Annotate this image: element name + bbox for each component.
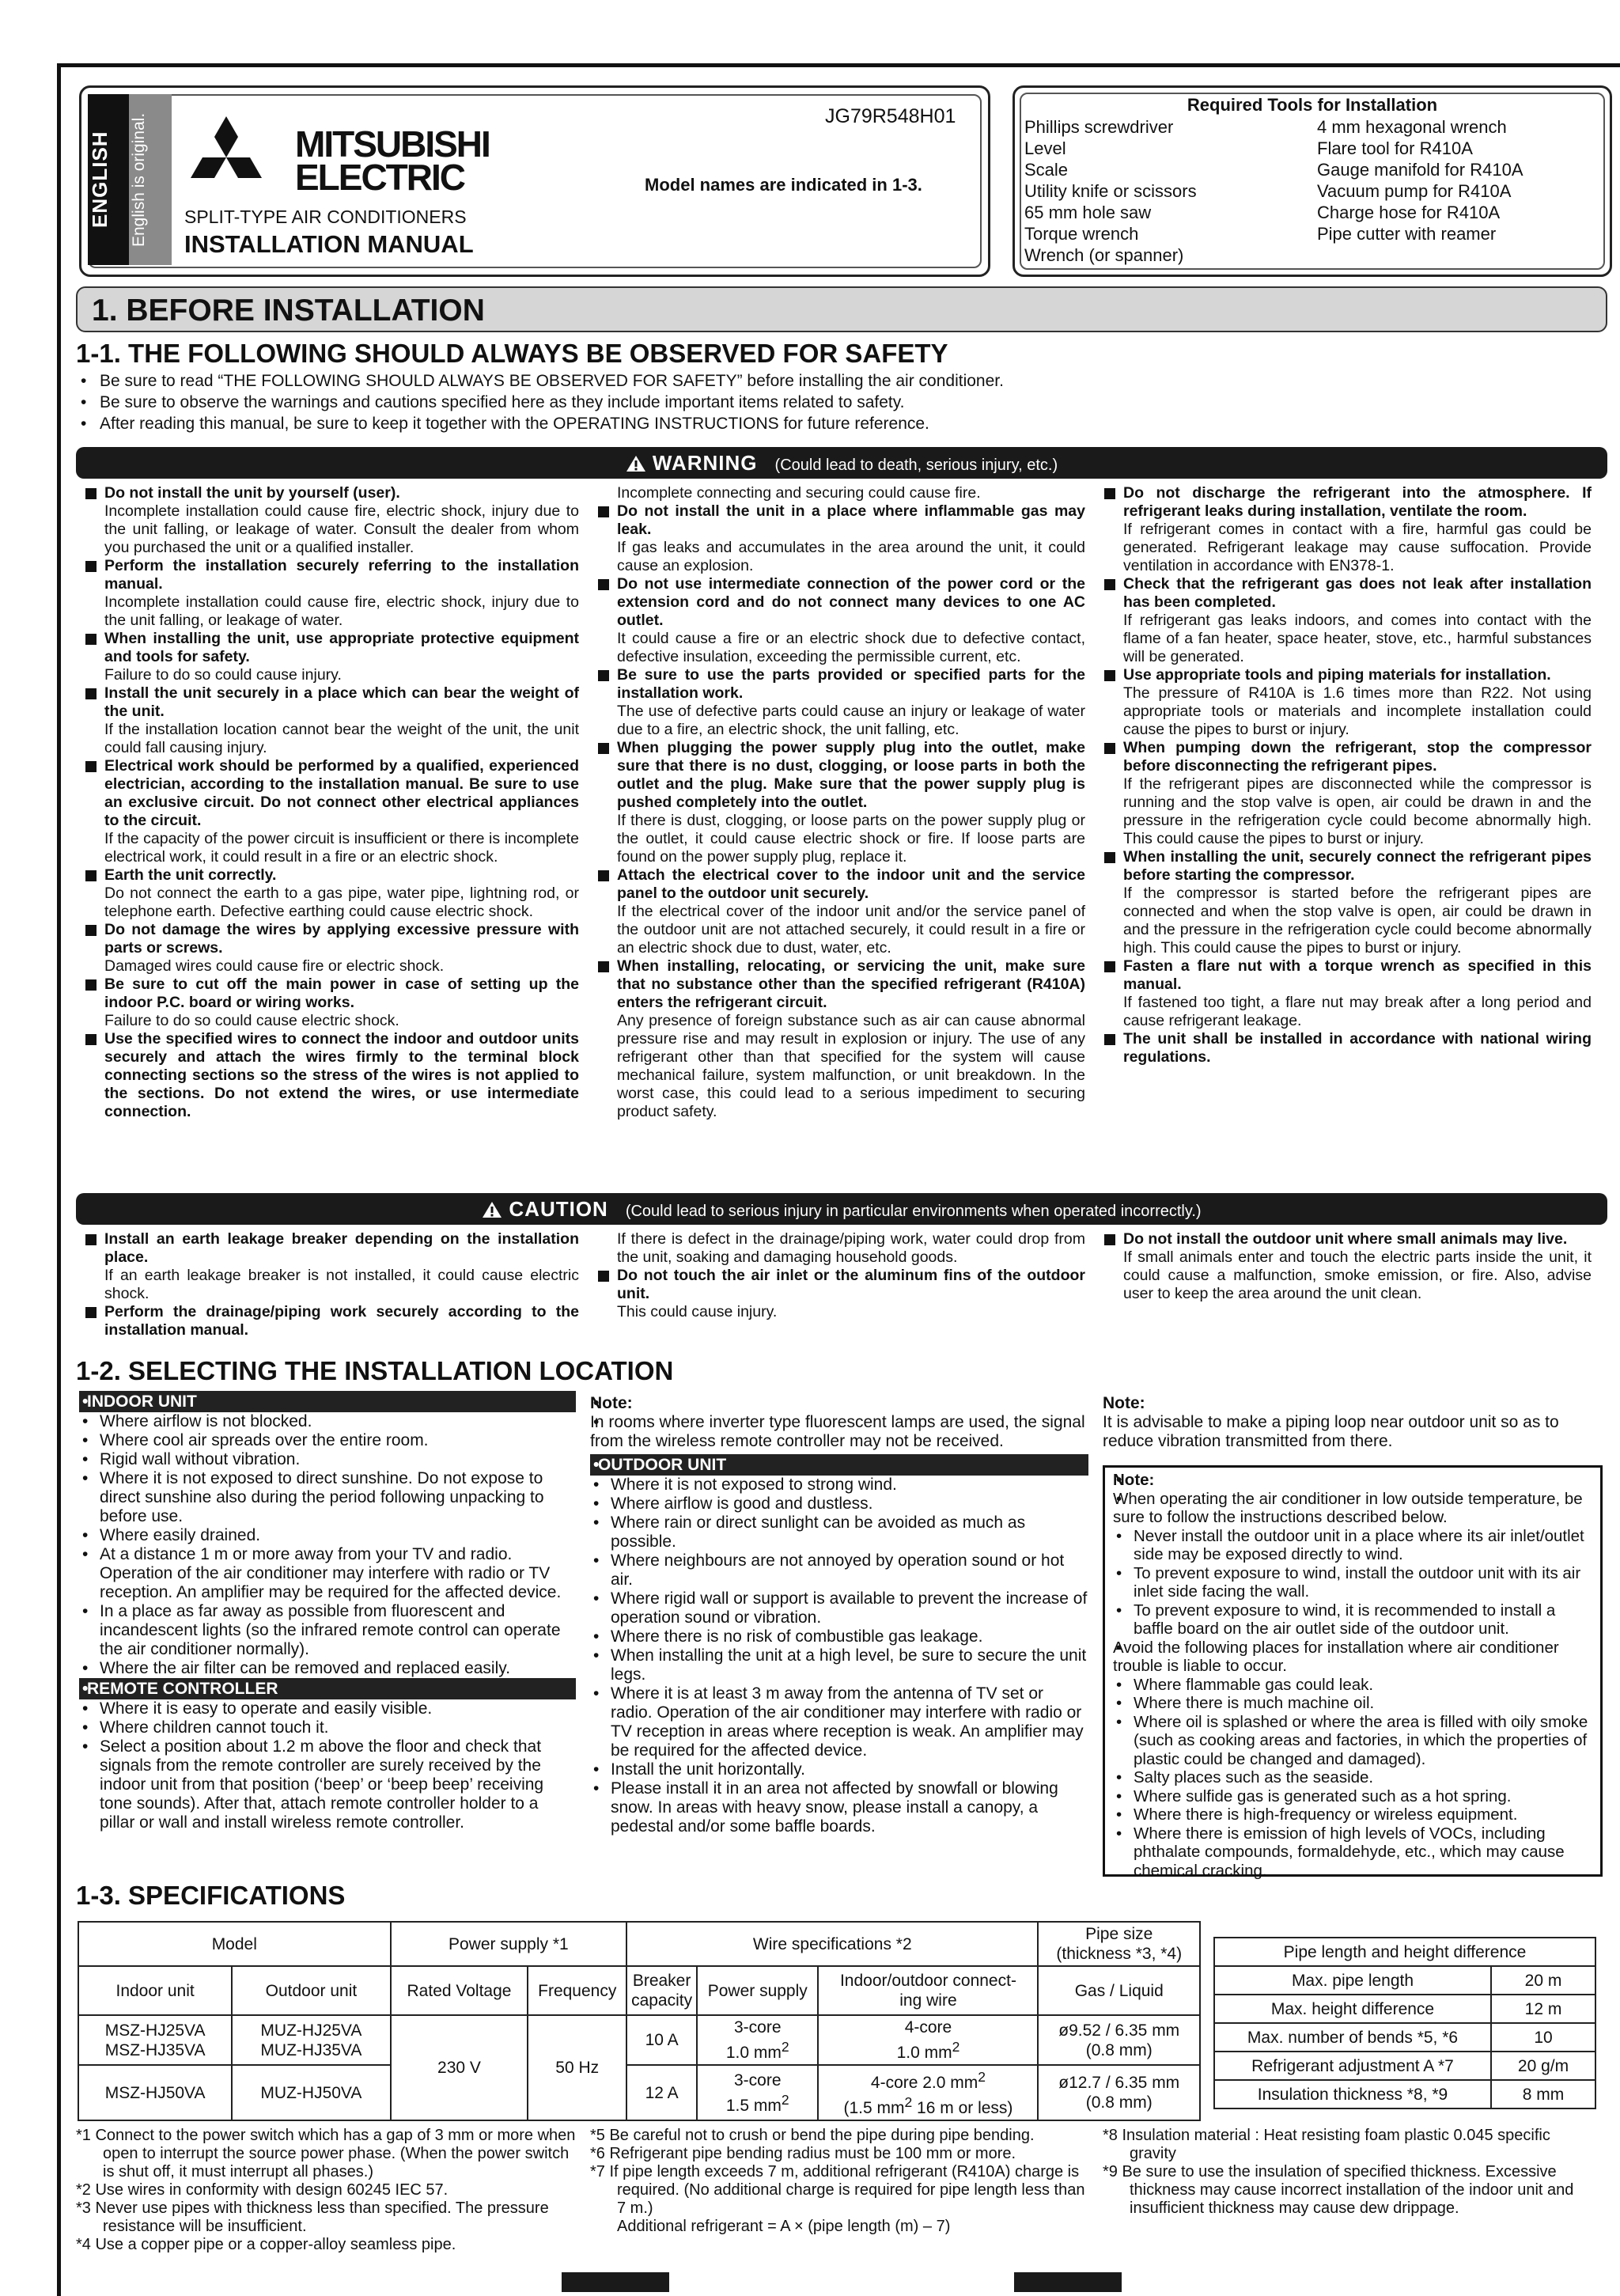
warning-item-text: If the compressor is started before the refrigerant pipes are connected and when the stop valve is open, air could be drawn in and the pressure in the refrigeration cycle could become abnormally high. This could cause the pipes to burst or injury. xyxy=(1123,885,1592,957)
warning-item-text: Incomplete installation could cause fire, electric shock, injury due to the unit falling, or leakage of water. Consult the dealer from whom you purchased the unit or a qualified installer. xyxy=(104,502,579,556)
cell-connecting-wire xyxy=(818,2015,1038,2065)
wire-size: 1.0 mm xyxy=(896,2044,952,2062)
sup: 2 xyxy=(904,2094,913,2110)
warning-item xyxy=(595,739,1085,866)
remote-controller-label: • REMOTE CONTROLLER xyxy=(79,1678,576,1699)
outdoor-item: • Where rigid wall or support is available to prevent the increase of operation sound or vibration. xyxy=(590,1589,1088,1627)
caution-description: (Could lead to serious injury in particular environments when operated incorrectly.) xyxy=(625,1203,1202,1220)
pipe-row-label: Max. height difference xyxy=(1214,1995,1491,2023)
tool-item: Scale xyxy=(1024,160,1069,180)
brand-line-1: MITSUBISHI xyxy=(295,123,490,165)
warning-column-2 xyxy=(595,484,1085,1121)
warning-item-text: Failure to do so could cause electric shock. xyxy=(104,1012,399,1029)
caution-item xyxy=(595,1267,1085,1321)
wire-core: 3-core xyxy=(733,2018,782,2036)
outdoor-item: • Where it is not exposed to strong wind. xyxy=(590,1476,1088,1495)
pipe-size: ø12.7 / 6.35 mm xyxy=(1058,2074,1180,2092)
footnotes-column-2 xyxy=(590,2127,1088,2236)
caution-item-heading: Do not touch the air inlet or the aluminum fins of the outdoor unit. xyxy=(617,1267,1085,1302)
warning-item xyxy=(82,557,579,630)
indoor-item: • At a distance 1 m or more away from your TV and radio. Operation of the air conditioner may interfere with radio or TV reception. An amplifier may be required for the affected device. xyxy=(79,1545,576,1602)
section-title-bar: 1. BEFORE INSTALLATION xyxy=(76,286,1607,332)
piping-loop-note xyxy=(1103,1394,1601,1451)
tool-item: Utility knife or scissors xyxy=(1024,181,1197,201)
warning-item-text: If refrigerant gas leaks indoors, and comes into contact with the flame of a fan heater, space heater, stove, etc., harmful substances will be generated. xyxy=(1123,612,1592,665)
table-row xyxy=(1214,1966,1595,1995)
table-row xyxy=(1214,2023,1595,2052)
warning-item xyxy=(1101,739,1592,848)
footnote: *2 Use wires in conformity with design 60245 IEC 57. xyxy=(76,2181,449,2199)
warning-item-text: If the installation location cannot bear the weight of the unit, the unit could fall causing injury. xyxy=(104,721,579,756)
caution-triangle-icon xyxy=(482,1201,502,1218)
caution-item xyxy=(1101,1230,1592,1303)
model-note: Model names are indicated in 1-3. xyxy=(645,175,922,195)
warning-item-heading: When installing the unit, securely connect the refrigerant pipes before starting the compressor. xyxy=(1123,848,1592,884)
tool-item: 4 mm hexagonal wrench xyxy=(1317,117,1507,137)
caution-item-heading: Perform the drainage/piping work securely according to the installation manual. xyxy=(104,1303,579,1339)
warning-item xyxy=(1101,957,1592,1030)
manual-title: INSTALLATION MANUAL xyxy=(184,230,474,258)
location-heading: 1-2. SELECTING THE INSTALLATION LOCATION xyxy=(76,1356,674,1385)
caution-item xyxy=(82,1230,579,1303)
wire-size: 1.0 mm xyxy=(725,2044,782,2062)
brand-line-2: ELECTRIC xyxy=(295,157,464,198)
table-row xyxy=(1214,1938,1595,1966)
warning-item-heading: Do not install the unit in a place where inflammable gas may leak. xyxy=(617,502,1085,538)
tool-item: Level xyxy=(1024,138,1066,158)
caution-item-heading: Do not install the outdoor unit where small animals may live. xyxy=(1123,1230,1568,1248)
warning-item-text: Damaged wires could cause fire or electric shock. xyxy=(104,957,445,975)
warning-item-text: If the electrical cover of the indoor unit and/or the service panel of the outdoor unit are not attached securely, it could result in a fire or an electric shock due to dust, water, etc. xyxy=(617,903,1085,957)
cell-connecting-wire xyxy=(818,2065,1038,2120)
footnote: *1 Connect to the power switch which has a gap of 3 mm or more when open to interrupt the source power phase. (When the power switch is shut off, it must interrupt all phases.) xyxy=(76,2127,576,2180)
cell-indoor-units xyxy=(78,2015,232,2065)
warning-item-heading: When plugging the power supply plug into the outlet, make sure that there is no dust, clogging, or loose parts in both the outlet and the plug. Make sure that the power supply plug is pushed completely into the outlet. xyxy=(617,739,1085,811)
th-breaker xyxy=(626,1966,697,2015)
indoor-item: • Where airflow is not blocked. xyxy=(79,1412,576,1431)
warning-item-heading: When installing, relocating, or servicing the unit, make sure that no substance other than the specified refrigerant (R410A) enters the refrigerant circuit. xyxy=(617,957,1085,1011)
warning-item xyxy=(595,575,1085,666)
warning-item xyxy=(82,1030,579,1121)
header-box xyxy=(79,85,990,277)
wire-size: 4-core 2.0 mm xyxy=(870,2074,978,2092)
breaker-line2: capacity xyxy=(631,1991,693,2010)
sup: 2 xyxy=(781,2039,789,2055)
indoor-item: • Where cool air spreads over the entire room. xyxy=(79,1431,576,1450)
th-wire-power-supply: Power supply xyxy=(697,1966,818,2015)
tools-title: Required Tools for Installation xyxy=(1187,95,1438,115)
cell-pipe-size xyxy=(1038,2015,1200,2065)
cell-outdoor-unit: MUZ-HJ50VA xyxy=(232,2065,390,2120)
indoor-item: • Where it is not exposed to direct sunshine. Do not expose to direct sunshine also during the period following unpacking to before use. xyxy=(79,1469,576,1526)
page-marker xyxy=(1014,2272,1122,2292)
cell-outdoor-units xyxy=(232,2015,390,2065)
model-name: MSZ-HJ25VA xyxy=(104,2021,206,2040)
tool-item: Pipe cutter with reamer xyxy=(1317,224,1497,244)
pipe-length-table xyxy=(1213,1937,1596,2109)
note-box-avoid: • Avoid the following places for installation where air conditioner trouble is liable to occur. xyxy=(1113,1639,1591,1676)
th-connecting-wire xyxy=(818,1966,1038,2015)
warning-item-text: It could cause a fire or an electric shock due to defective contact, defective insulation, exceeding the permissible current, etc. xyxy=(617,630,1085,665)
warning-item xyxy=(1101,666,1592,739)
cell-pipe-size xyxy=(1038,2065,1200,2120)
caution-column-2 xyxy=(595,1230,1085,1321)
pipe-row-label: Refrigerant adjustment A *7 xyxy=(1214,2052,1491,2080)
pipe-row-label: Max. number of bends *5, *6 xyxy=(1214,2023,1491,2052)
warning-item-text: If refrigerant comes in contact with a fire, harmful gas could be generated. Refrigerant leakage may cause suffocation. Provide ventilation in accordance with EN378-1. xyxy=(1123,521,1592,574)
warning-item xyxy=(82,866,579,921)
warning-item xyxy=(595,502,1085,575)
cell-breaker: 12 A xyxy=(626,2065,697,2120)
indoor-item: • Where the air filter can be removed and replaced easily. xyxy=(79,1659,576,1678)
tool-item: Gauge manifold for R410A xyxy=(1317,160,1523,180)
note-box-item: • Salty places such as the seaside. xyxy=(1113,1768,1591,1787)
warning-item-text: The use of defective parts could cause an injury or leakage of water due to a fire, an electric shock, the unit falling, etc. xyxy=(617,703,1085,738)
indoor-unit-label: • INDOOR UNIT xyxy=(79,1391,576,1412)
warning-item-heading: Install the unit securely in a place which can bear the weight of the unit. xyxy=(104,684,579,720)
warning-item-heading: Perform the installation securely referring to the installation manual. xyxy=(104,557,579,593)
sup: 2 xyxy=(978,2069,986,2085)
footnotes-column-3 xyxy=(1103,2127,1601,2218)
outdoor-item: • Where airflow is good and dustless. xyxy=(590,1495,1088,1514)
language-tab xyxy=(88,94,172,265)
safety-heading: 1-1. THE FOLLOWING SHOULD ALWAYS BE OBSERVED FOR SAFETY xyxy=(76,339,948,368)
outdoor-item: • Where there is no risk of combustible gas leakage. xyxy=(590,1627,1088,1646)
pipe-row-value: 10 xyxy=(1491,2023,1595,2052)
cell-breaker: 10 A xyxy=(626,2015,697,2065)
warning-item xyxy=(595,957,1085,1121)
warning-triangle-icon xyxy=(626,455,646,472)
outdoor-item: • When installing the unit at a high level, be sure to secure the unit legs. xyxy=(590,1646,1088,1684)
warning-item xyxy=(82,484,579,557)
tool-item: 65 mm hole saw xyxy=(1024,203,1152,222)
warning-item-heading: When pumping down the refrigerant, stop the compressor before disconnecting the refrigerant pipes. xyxy=(1123,739,1592,775)
indoor-item: • Where easily drained. xyxy=(79,1526,576,1545)
tool-item: Charge hose for R410A xyxy=(1317,203,1501,222)
note-box-item: • Where there is much machine oil. xyxy=(1113,1694,1591,1713)
pipe-row-label: Insulation thickness *8, *9 xyxy=(1214,2080,1491,2108)
conn-line2: ing wire xyxy=(899,1991,957,2010)
warning-column-1 xyxy=(82,484,579,1121)
warning-item xyxy=(1101,484,1592,575)
safety-intro-item: • Be sure to observe the warnings and cautions specified here as they include important items related to safety. xyxy=(79,392,1004,413)
warning-item-heading: Use the specified wires to connect the indoor and outdoor units securely and attach the wires firmly to the terminal block connecting sections so the stress of the wires is not applied to the sections. Do not extend the wires, or use intermediate connection. xyxy=(104,1030,579,1120)
tool-item: Vacuum pump for R410A xyxy=(1317,181,1512,201)
outdoor-unit-label: • OUTDOOR UNIT xyxy=(590,1454,1088,1476)
tool-item: Torque wrench xyxy=(1024,224,1139,244)
model-name: MUZ-HJ35VA xyxy=(260,2040,362,2059)
cell-power-wire xyxy=(697,2015,818,2065)
caution-column-1 xyxy=(82,1230,579,1339)
footnote: *4 Use a copper pipe or a copper-alloy seamless pipe. xyxy=(76,2236,456,2253)
caution-item xyxy=(82,1303,579,1339)
outdoor-item: • Install the unit horizontally. xyxy=(590,1760,1088,1779)
required-tools-box xyxy=(1012,85,1612,277)
pipe-row-value: 20 g/m xyxy=(1491,2052,1595,2080)
warning-item-heading: Attach the electrical cover to the indoor unit and the service panel to the outdoor unit securely. xyxy=(617,866,1085,902)
footnote: *3 Never use pipes with thickness less than specified. The pressure resistance will be insufficient. xyxy=(76,2199,549,2235)
pipe-row-label: Max. pipe length xyxy=(1214,1966,1491,1995)
conn-line1: Indoor/outdoor connect- xyxy=(839,1972,1016,1990)
warning-item-heading: The unit shall be installed in accordance with national wiring regulations. xyxy=(1123,1030,1592,1066)
warning-item-heading: Do not discharge the refrigerant into the atmosphere. If refrigerant leaks during installation, ventilate the room. xyxy=(1123,484,1592,520)
footnote: *5 Be careful not to crush or bend the pipe during pipe bending. xyxy=(590,2127,1035,2144)
specifications-heading: 1-3. SPECIFICATIONS xyxy=(76,1881,346,1910)
outdoor-item: • Where it is at least 3 m away from the antenna of TV set or radio. Operation of the air conditioner may interfere with radio or TV reception in areas where reception is weak. An amplifier may be required for the affected device. xyxy=(590,1684,1088,1760)
th-indoor-unit: Indoor unit xyxy=(78,1966,232,2015)
original-note: English is original. xyxy=(129,94,172,265)
warning-item-heading: Check that the refrigerant gas does not leak after installation has been completed. xyxy=(1123,575,1592,611)
warning-item-heading: Electrical work should be performed by a qualified, experienced electrician, according to the installation manual. Be sure to use an exclusive circuit. Do not connect other electrical appliances to the circuit. xyxy=(104,757,579,829)
mitsubishi-logo-icon xyxy=(183,115,270,192)
low-temperature-note-box xyxy=(1103,1465,1603,1880)
note-box-item: • Never install the outdoor unit in a place where its air inlet/outlet side may be exposed directly to wind. xyxy=(1113,1527,1591,1564)
warning-item xyxy=(595,866,1085,957)
cell-frequency: 50 Hz xyxy=(528,2015,626,2120)
wire-size: (1.5 mm xyxy=(843,2099,905,2117)
language-label: ENGLISH xyxy=(88,94,129,265)
safety-intro-item: • After reading this manual, be sure to keep it together with the OPERATING INSTRUCTIONS for future reference. xyxy=(79,413,1004,434)
pipe-table-title: Pipe length and height difference xyxy=(1214,1938,1595,1966)
caution-bar xyxy=(76,1193,1607,1225)
pipe-thickness: (0.8 mm) xyxy=(1085,2093,1153,2112)
pipe-row-value: 12 m xyxy=(1491,1995,1595,2023)
indoor-item: • In a place as far away as possible from fluorescent and incandescent lights (so the infrared remote control can operate the air conditioner normally). xyxy=(79,1602,576,1659)
note-box-item: • Where oil is splashed or where the area is filled with oily smoke (such as cooking areas and factories, in which the properties of plastic could be changed and damaged). xyxy=(1113,1713,1591,1769)
footnote: *7 If pipe length exceeds 7 m, additional refrigerant (R410A) charge is required. (No additional charge is required for pipe length less than 7 m.) xyxy=(590,2163,1085,2217)
th-power-supply: Power supply *1 xyxy=(391,1922,627,1966)
outdoor-item: • Please install it in an area not affected by snowfall or blowing snow. In areas with heavy snow, please install a canopy, a pedestal and/or some baffle boards. xyxy=(590,1779,1088,1836)
warning-item xyxy=(1101,848,1592,957)
outdoor-unit-column xyxy=(590,1394,1088,1836)
warning-item-heading: Do not install the unit by yourself (user). xyxy=(104,484,400,502)
tool-item: Wrench (or spanner) xyxy=(1024,245,1184,265)
tool-item: Phillips screwdriver xyxy=(1024,117,1174,137)
note-box-item: • Where there is emission of high levels of VOCs, including phthalate compounds, formaldehyde, etc., which may cause chemical cracking. xyxy=(1113,1824,1591,1881)
warning-item-heading: Be sure to use the parts provided or specified parts for the installation work. xyxy=(617,666,1085,702)
pipe-size-line2: (thickness *3, *4) xyxy=(1056,1945,1183,1963)
note-label-right: Note: xyxy=(1103,1394,1145,1412)
wire-core: 4-core xyxy=(904,2018,952,2036)
safety-intro-item: • Be sure to read “THE FOLLOWING SHOULD ALWAYS BE OBSERVED FOR SAFETY” before installing the air conditioner. xyxy=(79,370,1004,392)
cell-power-wire xyxy=(697,2065,818,2120)
warning-label: WARNING xyxy=(652,451,758,475)
caution-label: CAUTION xyxy=(509,1197,608,1221)
table-row xyxy=(78,2015,1200,2065)
remote-item: • Where it is easy to operate and easily visible. xyxy=(79,1699,576,1718)
model-name: MSZ-HJ35VA xyxy=(104,2040,206,2059)
caution-item-text: If small animals enter and touch the electric parts inside the unit, it could cause a malfunction, smoke emission, or fire. Also, advise user to keep the area around the unit clean. xyxy=(1123,1248,1592,1302)
warning-item-heading: Be sure to cut off the main power in case of setting up the indoor P.C. board or wiring works. xyxy=(104,976,579,1011)
warning-item-text: If the refrigerant pipes are disconnected while the compressor is running and the stop valve is open, air could be drawn in and the pressure in the refrigeration cycle could become abnormally high. This could cause the pipes to burst or injury. xyxy=(1123,775,1592,847)
warning-item xyxy=(1101,1030,1592,1067)
note-right: It is advisable to make a piping loop near outdoor unit so as to reduce vibration transmitted from there. xyxy=(1103,1413,1559,1450)
table-row xyxy=(78,1966,1200,2015)
remote-item: • Select a position about 1.2 m above the floor and check that signals from the remote controller are surely received by the indoor unit from that position (‘beep’ or ‘beep beep’ receiving tone sounds). After that, attach remote controller holder to a pillar or wall and install wireless remote controller. xyxy=(79,1737,576,1832)
page-marker xyxy=(562,2272,669,2292)
th-wire-specs: Wire specifications *2 xyxy=(626,1922,1038,1966)
model-name: MUZ-HJ25VA xyxy=(260,2021,362,2040)
th-gas-liquid: Gas / Liquid xyxy=(1038,1966,1200,2015)
pipe-thickness: (0.8 mm) xyxy=(1085,2040,1153,2059)
warning-item-heading: Use appropriate tools and piping materials for installation. xyxy=(1123,666,1551,684)
th-pipe-size xyxy=(1038,1922,1200,1966)
footnote: *6 Refrigerant pipe bending radius must be 100 mm or more. xyxy=(590,2145,1016,2162)
indoor-item: • Rigid wall without vibration. xyxy=(79,1450,576,1469)
warning-item-heading: Fasten a flare nut with a torque wrench as specified in this manual. xyxy=(1123,957,1592,993)
tools-list-right xyxy=(1317,116,1523,244)
note-mid: • In rooms where inverter type fluorescent lamps are used, the signal from the wireless remote controller may not be received. xyxy=(590,1413,1088,1451)
table-row xyxy=(78,2065,1200,2120)
brand-name xyxy=(295,123,490,198)
breaker-line1: Breaker xyxy=(632,1972,691,1990)
pipe-row-value: 8 mm xyxy=(1491,2080,1595,2108)
wire-core: 3-core xyxy=(733,2071,782,2090)
note-box-item: • Where there is high-frequency or wireless equipment. xyxy=(1113,1805,1591,1824)
warning-item-text: If the capacity of the power circuit is insufficient or there is incomplete electrical work, it could result in a fire or an electric shock. xyxy=(104,830,579,866)
warning-item-text: If fastened too tight, a flare nut may break after a long period and cause refrigerant leakage. xyxy=(1123,994,1592,1029)
note-box-intro: • When operating the air conditioner in low outside temperature, be sure to follow the instructions described below. xyxy=(1113,1490,1591,1527)
warning-continuation: Incomplete connecting and securing could cause fire. xyxy=(617,484,981,502)
warning-item-text: If gas leaks and accumulates in the area around the unit, it could cause an explosion. xyxy=(617,539,1085,574)
note-box-item: • To prevent exposure to wind, it is recommended to install a baffle board on the air outlet side of the outdoor unit. xyxy=(1113,1601,1591,1639)
warning-item xyxy=(82,921,579,976)
tools-list-left xyxy=(1024,116,1197,266)
caution-column-3 xyxy=(1101,1230,1592,1303)
warning-item xyxy=(1101,575,1592,666)
remote-item: • Where children cannot touch it. xyxy=(79,1718,576,1737)
footnote: *8 Insulation material : Heat resisting foam plastic 0.045 specific gravity xyxy=(1103,2127,1550,2162)
table-row xyxy=(1214,2080,1595,2108)
note-box-item: • Where flammable gas could leak. xyxy=(1113,1676,1591,1695)
th-model: Model xyxy=(78,1922,391,1966)
warning-item-text: The pressure of R410A is 1.6 times more than R22. Not using appropriate tools or materials and incomplete installation could cause the pipes to burst or injury. xyxy=(1123,684,1592,738)
note-box-label: • Note: xyxy=(1113,1471,1591,1490)
footnote-formula: Additional refrigerant = A × (pipe length (m) – 7) xyxy=(617,2218,951,2235)
th-frequency: Frequency xyxy=(528,1966,626,2015)
table-row xyxy=(1214,1995,1595,2023)
warning-item-text: Do not connect the earth to a gas pipe, water pipe, lightning rod, or telephone earth. Defective earthing could cause electric shock. xyxy=(104,885,579,920)
safety-intro-list xyxy=(79,370,1004,434)
table-row xyxy=(1214,2052,1595,2080)
warning-item xyxy=(82,757,579,866)
warning-item-heading: Earth the unit correctly. xyxy=(104,866,277,884)
caution-item-text: This could cause injury. xyxy=(617,1303,778,1320)
warning-item-text: If there is dust, clogging, or loose parts on the power supply plug or the outlet, it could cause electric shock or fire. If loose parts are found on the power supply plug, replace it. xyxy=(617,812,1085,866)
warning-item xyxy=(595,666,1085,739)
caution-continuation: If there is defect in the drainage/piping work, water could drop from the unit, soaking and damaging household goods. xyxy=(617,1230,1085,1266)
outdoor-item: • Where neighbours are not annoyed by operation sound or hot air. xyxy=(590,1552,1088,1589)
warning-item-heading: When installing the unit, use appropriate protective equipment and tools for safety. xyxy=(104,630,579,665)
cell-indoor-unit: MSZ-HJ50VA xyxy=(78,2065,232,2120)
cell-rated-voltage: 230 V xyxy=(391,2015,528,2120)
warning-bar xyxy=(76,447,1607,479)
tool-item: Flare tool for R410A xyxy=(1317,138,1473,158)
note-box-item: • Where sulfide gas is generated such as a hot spring. xyxy=(1113,1787,1591,1806)
note-label-mid: • Note: xyxy=(590,1394,1088,1413)
footnote: *9 Be sure to use the insulation of specified thickness. Excessive thickness may cause incorrect installation of the indoor unit and insufficient thickness may cause dew drippage. xyxy=(1103,2163,1574,2217)
warning-item-text: Failure to do so could cause injury. xyxy=(104,666,342,684)
product-type: SPLIT-TYPE AIR CONDITIONERS xyxy=(184,206,467,227)
document-code: JG79R548H01 xyxy=(825,105,956,127)
table-row xyxy=(78,1922,1200,1966)
footnotes-column-1 xyxy=(76,2127,576,2254)
wire-length: 16 m or less) xyxy=(912,2099,1013,2117)
note-box-item: • To prevent exposure to wind, install the outdoor unit with its air inlet side facing the wall. xyxy=(1113,1564,1591,1601)
caution-item-text: If an earth leakage breaker is not installed, it could cause electric shock. xyxy=(104,1267,579,1302)
sup: 2 xyxy=(781,2091,789,2108)
pipe-size-line1: Pipe size xyxy=(1085,1925,1153,1943)
caution-item-heading: Install an earth leakage breaker depending on the installation place. xyxy=(104,1230,579,1266)
warning-item xyxy=(82,684,579,757)
note-box-content xyxy=(1113,1471,1591,1880)
wire-size: 1.5 mm xyxy=(725,2096,782,2115)
warning-column-3 xyxy=(1101,484,1592,1067)
warning-item-heading: Do not damage the wires by applying excessive pressure with parts or screws. xyxy=(104,921,579,957)
th-rated-voltage: Rated Voltage xyxy=(391,1966,528,2015)
pipe-row-value: 20 m xyxy=(1491,1966,1595,1995)
warning-item-heading: Do not use intermediate connection of the power cord or the extension cord and do not connect many devices to one AC outlet. xyxy=(617,575,1085,629)
sup: 2 xyxy=(952,2039,960,2055)
warning-item-text: Any presence of foreign substance such as air can cause abnormal pressure rise and may result in explosion or injury. The use of any refrigerant other than that specified for the system will cause mechanical failure, system malfunction, or unit breakdown. In the worst case, this could lead to a serious impediment to securing product safety. xyxy=(617,1012,1085,1120)
indoor-unit-column xyxy=(79,1391,576,1832)
pipe-size: ø9.52 / 6.35 mm xyxy=(1058,2021,1180,2040)
warning-item-text: Incomplete installation could cause fire, electric shock, injury due to the unit falling, or leakage of water. xyxy=(104,593,579,629)
specifications-table xyxy=(78,1921,1201,2121)
warning-item xyxy=(82,630,579,684)
warning-item xyxy=(82,976,579,1030)
th-outdoor-unit: Outdoor unit xyxy=(232,1966,390,2015)
outdoor-item: • Where rain or direct sunlight can be avoided as much as possible. xyxy=(590,1514,1088,1552)
warning-description: (Could lead to death, serious injury, etc.) xyxy=(774,457,1058,474)
